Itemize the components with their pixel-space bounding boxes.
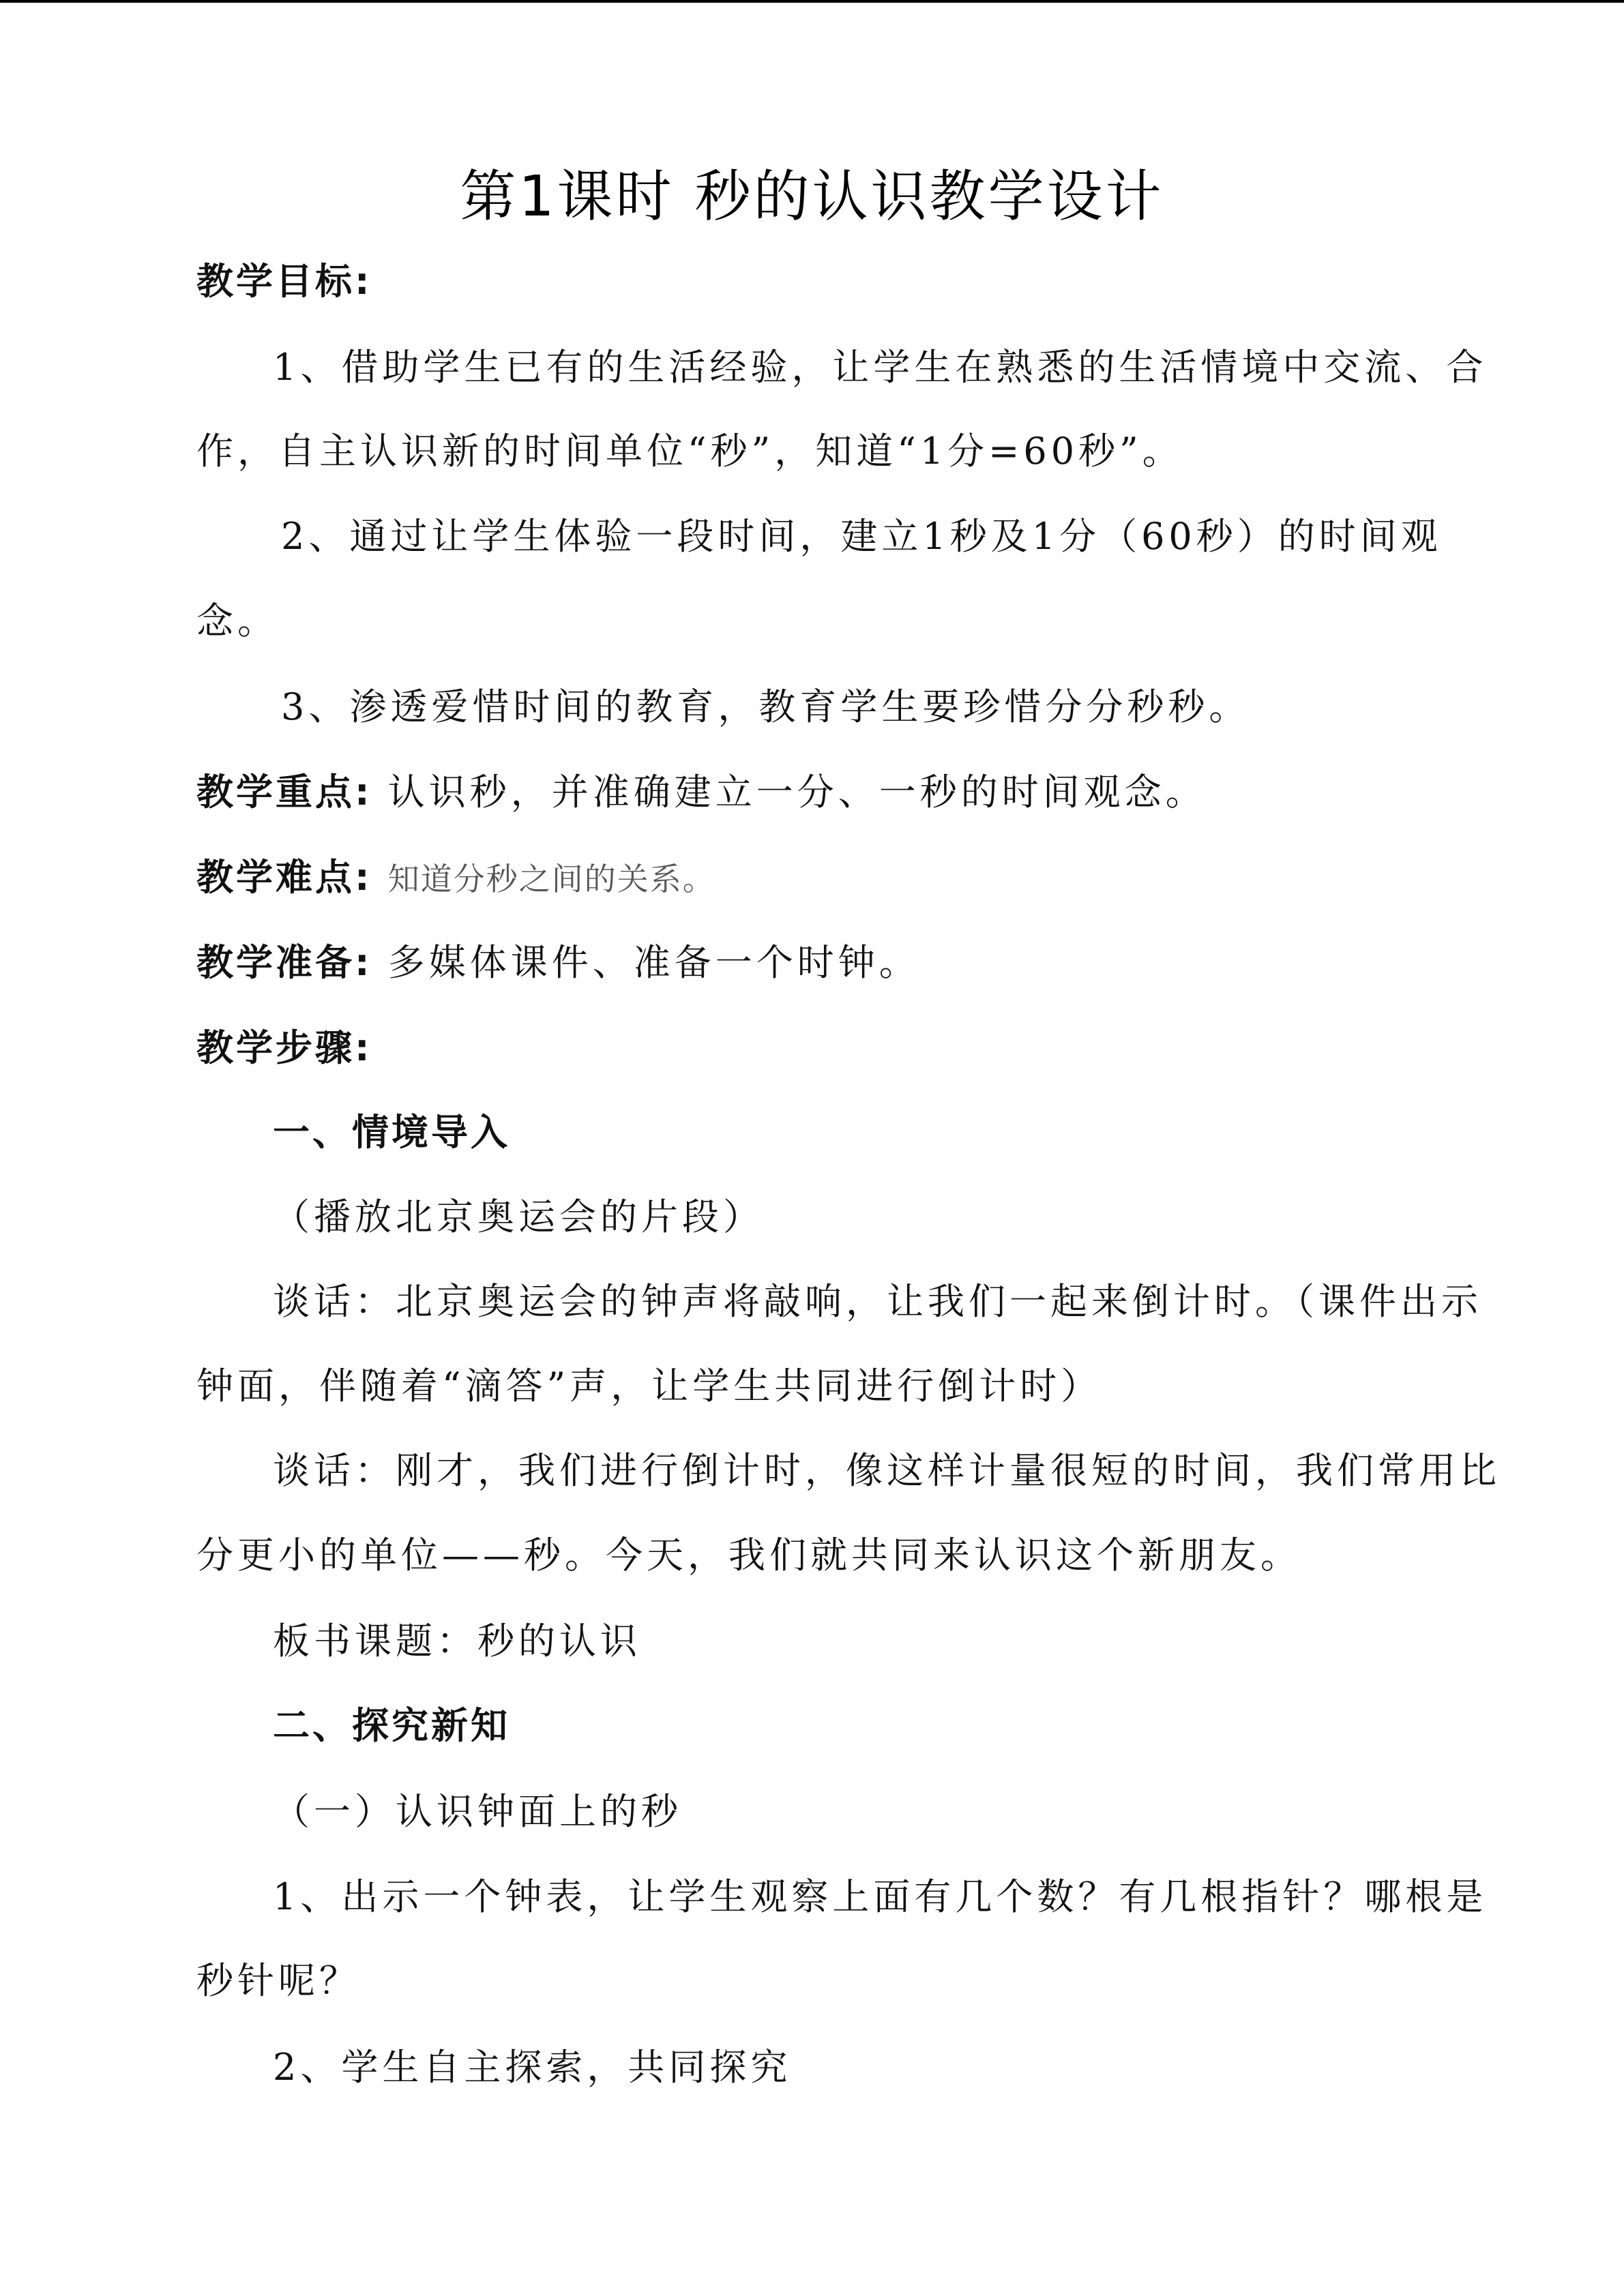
preparation-heading: 教学准备:	[196, 941, 372, 984]
key-point-row	[196, 771, 1207, 814]
key-point-text: 认识秒，并准确建立一分、一秒的时间观念。	[387, 771, 1207, 814]
page-top-border	[0, 0, 1624, 3]
objective-1-line-2: 作，自主认识新的时间单位“秒”，知道“1分=60秒”。	[196, 430, 1183, 473]
page-title: 第1课时 秒的认识教学设计	[460, 164, 1164, 229]
preparation-text: 多媒体课件、准备一个时钟。	[387, 941, 920, 984]
section-1-heading: 一、情境导入	[273, 1111, 510, 1154]
section-1-paragraph-3-line-1: 谈话：刚才，我们进行倒计时，像这样计量很短的时间，我们常用比	[273, 1449, 1501, 1492]
objective-2-line-2: 念。	[196, 599, 278, 642]
objective-1-line-1: 1、借助学生已有的生活经验，让学生在熟悉的生活情境中交流、合	[273, 346, 1488, 389]
steps-heading: 教学步骤:	[196, 1026, 372, 1069]
section-1-paragraph-1: （播放北京奥运会的片段）	[273, 1195, 764, 1238]
difficulty-heading: 教学难点:	[196, 856, 372, 899]
objective-3: 3、渗透爱惜时间的教育，教育学生要珍惜分分秒秒。	[281, 685, 1250, 728]
objective-2-line-1: 2、通过让学生体验一段时间，建立1秒及1分（60秒）的时间观	[281, 515, 1442, 558]
key-point-heading: 教学重点:	[196, 771, 372, 814]
section-1-paragraph-2-line-2: 钟面，伴随着“滴答”声，让学生共同进行倒计时）	[196, 1365, 1102, 1407]
difficulty-row	[196, 856, 715, 899]
preparation-row	[196, 941, 920, 984]
section-1-board-title: 板书课题：秒的认识	[273, 1620, 641, 1663]
section-2-subheading-1: （一）认识钟面上的秒	[273, 1790, 682, 1833]
section-1-paragraph-2-line-1: 谈话：北京奥运会的钟声将敲响，让我们一起来倒计时。（课件出示	[273, 1280, 1482, 1323]
section-2-heading: 二、探究新知	[273, 1704, 510, 1747]
section-1-paragraph-3-line-2: 分更小的单位——秒。今天，我们就共同来认识这个新朋友。	[196, 1534, 1301, 1577]
difficulty-text: 知道分秒之间的关系。	[387, 861, 715, 897]
objectives-heading: 教学目标:	[196, 260, 372, 303]
section-2-paragraph-1-line-2: 秒针呢？	[196, 1959, 360, 2002]
section-2-paragraph-1-line-1: 1、出示一个钟表，让学生观察上面有几个数？有几根指针？哪根是	[273, 1875, 1488, 1918]
section-2-paragraph-2: 2、学生自主探索，共同探究	[273, 2046, 792, 2089]
